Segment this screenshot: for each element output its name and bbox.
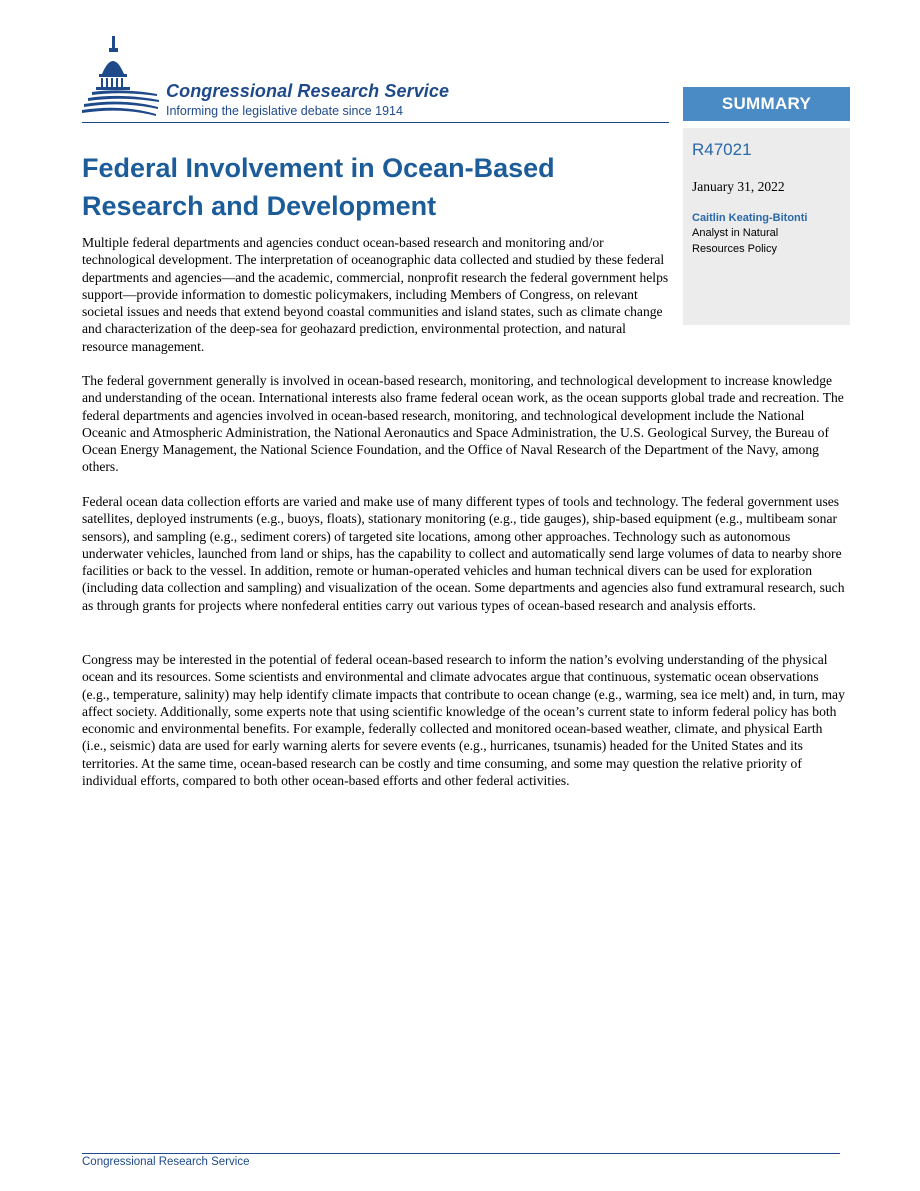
paragraph-3: Federal ocean data collection efforts are varied and make use of many different types of tools and technology. The federal government uses satellites, deployed instruments (e.g., buoys, floats), stationary monitoring (e.g., tide gauges), ship-based equipment (e.g., multibeam sonar sensors), and sampling (e.g., sediment corers) of targeted site locations, among other approaches. Technology such as autonomous underwater vehicles, launched from land or ships, has the capability to collect and automatically send large volumes of data to nearby shore facilities or back to the vessel. In addition, remote or human-operated vehicles and human technical divers can be used for exploration (including data collection and sampling) and visualization of the ocean. Some departments and agencies also fund extramural research, such as through grants for projects where nonfederal entities carry out various types of ocean-based research and analysis efforts. — [82, 494, 845, 613]
footer-divider — [82, 1153, 840, 1154]
page-title: Federal Involvement in Ocean-Based Research and Development — [82, 153, 555, 221]
author-name: Caitlin Keating-Bitonti — [692, 212, 808, 224]
org-name: Congressional Research Service — [166, 81, 450, 101]
paragraph-1: Multiple federal departments and agencies conduct ocean-based research and monitoring and/or technological development. The interpretation of oceanographic data collected and studied by these federal departments and agencies—and the academic, commercial, nonprofit research the federal government helps support—provide information to domestic policymakers, including Members of Congress, on relevant societal issues and needs that extend beyond coastal communities and island states, such as climate change and characterization of the deep-sea for geohazard prediction, environmental protection, and natural resource management. — [82, 235, 669, 354]
header-divider — [82, 122, 669, 123]
paragraph-4: Congress may be interested in the potential of federal ocean-based research to inform the nation’s evolving understanding of the physical ocean and its resources. Some scientists and environmental and climate advocates argue that continuous, systematic ocean observations (e.g., temperature, salinity) may help identify climate impacts that contribute to ocean change (e.g., warming, sea ice melt) and, in turn, may affect society. Additionally, some experts note that using scientific knowledge of the ocean’s current state to inform federal policy has both economic and environmental benefits. For example, federally collected and monitored ocean-based weather, climate, and physical Earth (i.e., seismic) data are used for early warning alerts for severe events (e.g., hurricanes, tsunamis) headed for the United States and its territories. At the same time, ocean-based research can be costly and time consuming, and some may question the relative priority of individual efforts, compared to both other ocean-based efforts and other federal activities. — [82, 652, 845, 789]
report-date: January 31, 2022 — [692, 179, 785, 194]
report-number: R47021 — [692, 140, 752, 159]
footer-text: Congressional Research Service — [82, 1156, 250, 1168]
paragraph-2: The federal government generally is involved in ocean-based research, monitoring, and technological development to increase knowledge and understanding of the ocean. International interests also frame federal ocean work, as the ocean supports global trade and recreation. The federal departments and agencies involved in ocean-based research, monitoring, and technological development include the National Oceanic and Atmospheric Administration, the National Aeronautics and Space Administration, the U.S. Geological Survey, the Bureau of Ocean Energy Management, the National Science Foundation, and the Office of Naval Research of the Department of the Navy, among others. — [82, 373, 844, 475]
report-info-box — [683, 128, 850, 325]
author-title: Analyst in Natural Resources Policy — [692, 227, 779, 255]
org-tagline: Informing the legislative debate since 1914 — [166, 104, 403, 118]
capitol-dome-icon — [82, 34, 162, 122]
summary-banner: SUMMARY — [683, 87, 850, 121]
crs-logo — [82, 34, 482, 124]
